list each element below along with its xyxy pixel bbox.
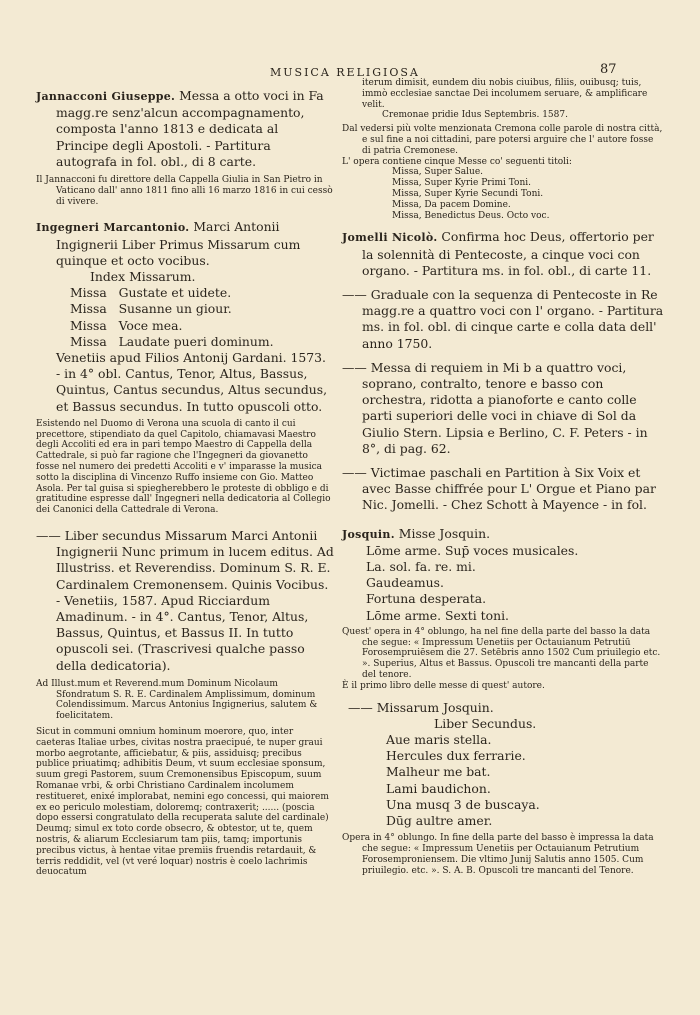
entry-note: Dal vedersi più volte menzionata Cremona colle parole di nostra città, e sul fine a noi cittadini, pare potersi arguire che l' autore fosse di patria Cremonese.	[342, 124, 663, 156]
publication-info: Venetiis apud Filios Antonij Gardani. 1573. - in 4° obl. Cantus, Tenor, Altus, Bassus, Quintus, Cantus secundus, Altus secundus, et Bassus secundus. In tutto opuscoli otto.	[56, 350, 328, 414]
entry-jannacconi	[36, 88, 334, 170]
entry-text: Misse Josquin.	[398, 525, 491, 541]
entry-requiem: —— Messa di requiem in Mi b a quattro voci, soprano, contralto, tenore e basso con orchestra, ridotta a pianoforte e canto colle parti superiori delle voci in chiave di Sol da Giulio Stern. Lipsia e Berlino, C. F. Peters - in 8°, di pag. 62.	[342, 359, 648, 456]
entry-text: Confirma hoc Deus, offertorio per la solennità di Pentecoste, a cinque voci con organo. - Partitura ms. in fol. obl., di carte 11.	[362, 229, 654, 278]
mass-title: Hercules dux ferrarie.	[386, 748, 526, 764]
dedication: Ad Illust.mum et Reverend.mum Dominum Nicolaum Sfondratum S. R. E. Cardinalem Amplissimum, dominum Colendissimum. Marcus Antonius Ingignerius, salutem & foelicitatem.	[36, 678, 318, 722]
entry-note: Il Jannacconi fu direttore della Cappella Giulia in San Pietro in Vaticano dall' anno 1811 fino alli 16 marzo 1816 in cui cessò di vivere.	[36, 175, 333, 207]
running-header: MUSICA RELIGIOSA	[270, 66, 420, 79]
entry-missarum-josquin: —— Missarum Josquin.	[348, 699, 494, 715]
dedication-quote: Sicut in communi omnium hominum moerore, quo, inter caeteras Italiae urbes, civitas nostra praecipué, te nuper graui morbo aegrotante, afficiebatur, & piis, assiduisq; precibus publice priuatimq; adhibitis Deum, vt suum ecclesiae sponsum, suum gregi Pastorem, suum Cremonensibus Episcopum, suum Romanae vrbi, & orbi Christiano Cardinalem incolumem restitueret, enixé implorabat, nemini ego concessi, qui maiorem ex eo periculo molestiam, doloremq; contraxerit; ...... (poscia dopo essersi congratulato della recuperata salute del cardinale) Deumq; simul ex toto corde obsecro, & obtestor, ut te, quem nostris, & aliarum Ecclesiarum tam piis, tamq; importunis precibus victus, à hentae vitae premiis fruendis retardauit, & terris reddidit, vel (vt veré loquar) nostris è coelo lachrimis deuocatum	[36, 727, 329, 878]
mass-title: Malheur me bat.	[386, 764, 491, 780]
right-column	[342, 78, 664, 876]
entry-liber-secundus: —— Liber secundus Missarum Marci Antonii Ingignerii Nunc primum in lucem editus. Ad Illustriss. et Reverendiss. Dominum S. R. E. Cardinalem Cremonensem. Quinis Vocibus. - Venetiis, 1587. Apud Ricciardum Amadinum. - in 4°. Cantus, Tenor, Altus, Bassus, Quintus, et Bassus II. In tutto opuscoli sei. (Trascrivesi qualche passo della dedicatoria).	[36, 528, 334, 673]
page-number: 87	[600, 62, 617, 77]
mass-title: Missa Susanne un giour.	[70, 301, 232, 317]
mass-title: Gaudeamus.	[366, 575, 444, 591]
entry-text: Marci Antonii Ingignerii Liber Primus Missarum cum quinque et octo vocibus.	[56, 219, 301, 268]
mass-title: Missa Laudate pueri dominum.	[70, 333, 274, 349]
mass-title: Lōme arme. Sup̄ voces musicales.	[366, 542, 579, 558]
entry-ingegneri	[36, 219, 334, 269]
mass-title: Missa Voce mea.	[70, 317, 183, 333]
mass-title: Una musq 3 de buscaya.	[386, 796, 540, 812]
mass-title: La. sol. fa. re. mi.	[366, 559, 476, 575]
entry-note: Opera in 4° oblungo. In fine della parte del basso è impressa la data che segue: « Impressum Uenetiis per Octauianum Petrutium Forosemproniensem. Die vltimo Junij Salutis anno 1505. Cum priuilegio. etc. ». S. A. B. Opuscoli tre mancanti del Tenore.	[342, 833, 654, 876]
mass-title: Dūg aultre amer.	[386, 813, 493, 829]
entry-jomelli	[342, 229, 664, 279]
mass-title: Fortuna desperata.	[366, 591, 487, 607]
entry-note: Quest' opera in 4° oblungo, ha nel fine della parte del basso la data che segue: « Impressum Uenetiis per Octauianum Petrutiū Forosempruiēsem die 27. Setēbris anno 1502 Cum priuilegio etc. ». Superius, Altus et Bassus. Opuscoli tre mancanti della parte del tenore.	[342, 626, 661, 681]
mass-title: Missa, Da pacem Domine.	[392, 199, 511, 210]
mass-title: Missa, Super Kyrie Secundi Toni.	[392, 188, 544, 199]
author-name: Ingegneri Marcantonio.	[36, 221, 190, 235]
entry-note: L' opera contiene cinque Messe co' seguenti titoli:	[342, 156, 572, 167]
index-heading: Index Missarum.	[90, 269, 196, 285]
mass-title: Missa, Benedictus Deus. Octo voc.	[392, 210, 550, 221]
author-name: Jomelli Nicolò.	[342, 231, 438, 245]
entry-graduale: —— Graduale con la sequenza di Pentecoste in Re magg.re a quattro voci con l' organo. - Partitura ms. in fol. obl. di cinque carte e colla data dell' anno 1750.	[342, 286, 664, 351]
book-subtitle: Liber Secundus.	[434, 715, 537, 731]
entry-josquin	[342, 526, 664, 543]
mass-title: Aue maris stella.	[386, 732, 492, 748]
entry-note: Esistendo nel Duomo di Verona una scuola di canto il cui precettore, stipendiato da quel Capitolo, chiamavasi Maestro degli Accoliti ed era in pari tempo Maestro di Cappella della Cattedrale, si può far ragione che l'Ingegneri da giovanetto fosse nel numero dei predetti Accoliti e v' imparasse la musica sotto la disciplina di Vincenzo Ruffo insieme con Gio. Matteo Asola. Per tal guisa si spiegherebbero le proteste di obbligo e di gratitudine espresse dall' Ingegneri nella dedicatoria al Collegio dei Canonici della Cattedrale di Verona.	[36, 418, 331, 516]
entry-text: Messa a otto voci in Fa magg.re senz'alcun accompagnamento, composta l'anno 1813 e dedicata al Principe degli Apostoli. - Partitura autografa in fol. obl., di 8 carte.	[56, 88, 324, 169]
author-name: Jannacconi Giuseppe.	[36, 90, 176, 103]
left-column	[36, 86, 334, 878]
mass-title: Lōme arme. Sexti toni.	[366, 607, 509, 623]
quote-date: Cremonae pridie Idus Septembris. 1587.	[382, 110, 568, 121]
mass-title: Missa, Super Kyrie Primi Toni.	[392, 178, 531, 189]
entry-note: È il primo libro delle messe di quest' autore.	[342, 680, 545, 691]
entry-victimae: —— Victimae paschali en Partition à Six Voix et avec Basse chiffrée pour L' Orgue et Piano par Nic. Jomelli. - Chez Schott à Mayence - in fol.	[342, 465, 656, 513]
author-name: Josquin.	[342, 527, 395, 541]
mass-title: Missa Gustate et uidete.	[70, 285, 232, 301]
quote-continuation: iterum dimisit, eundem diu nobis ciuibus, filiis, ouibusq; tuis, immò ecclesiae sanctae Dei incolumem seruare, & amplificare velit.	[362, 78, 648, 110]
mass-title: Lami baudichon.	[386, 780, 491, 796]
mass-title: Missa, Super Salue.	[392, 167, 484, 178]
